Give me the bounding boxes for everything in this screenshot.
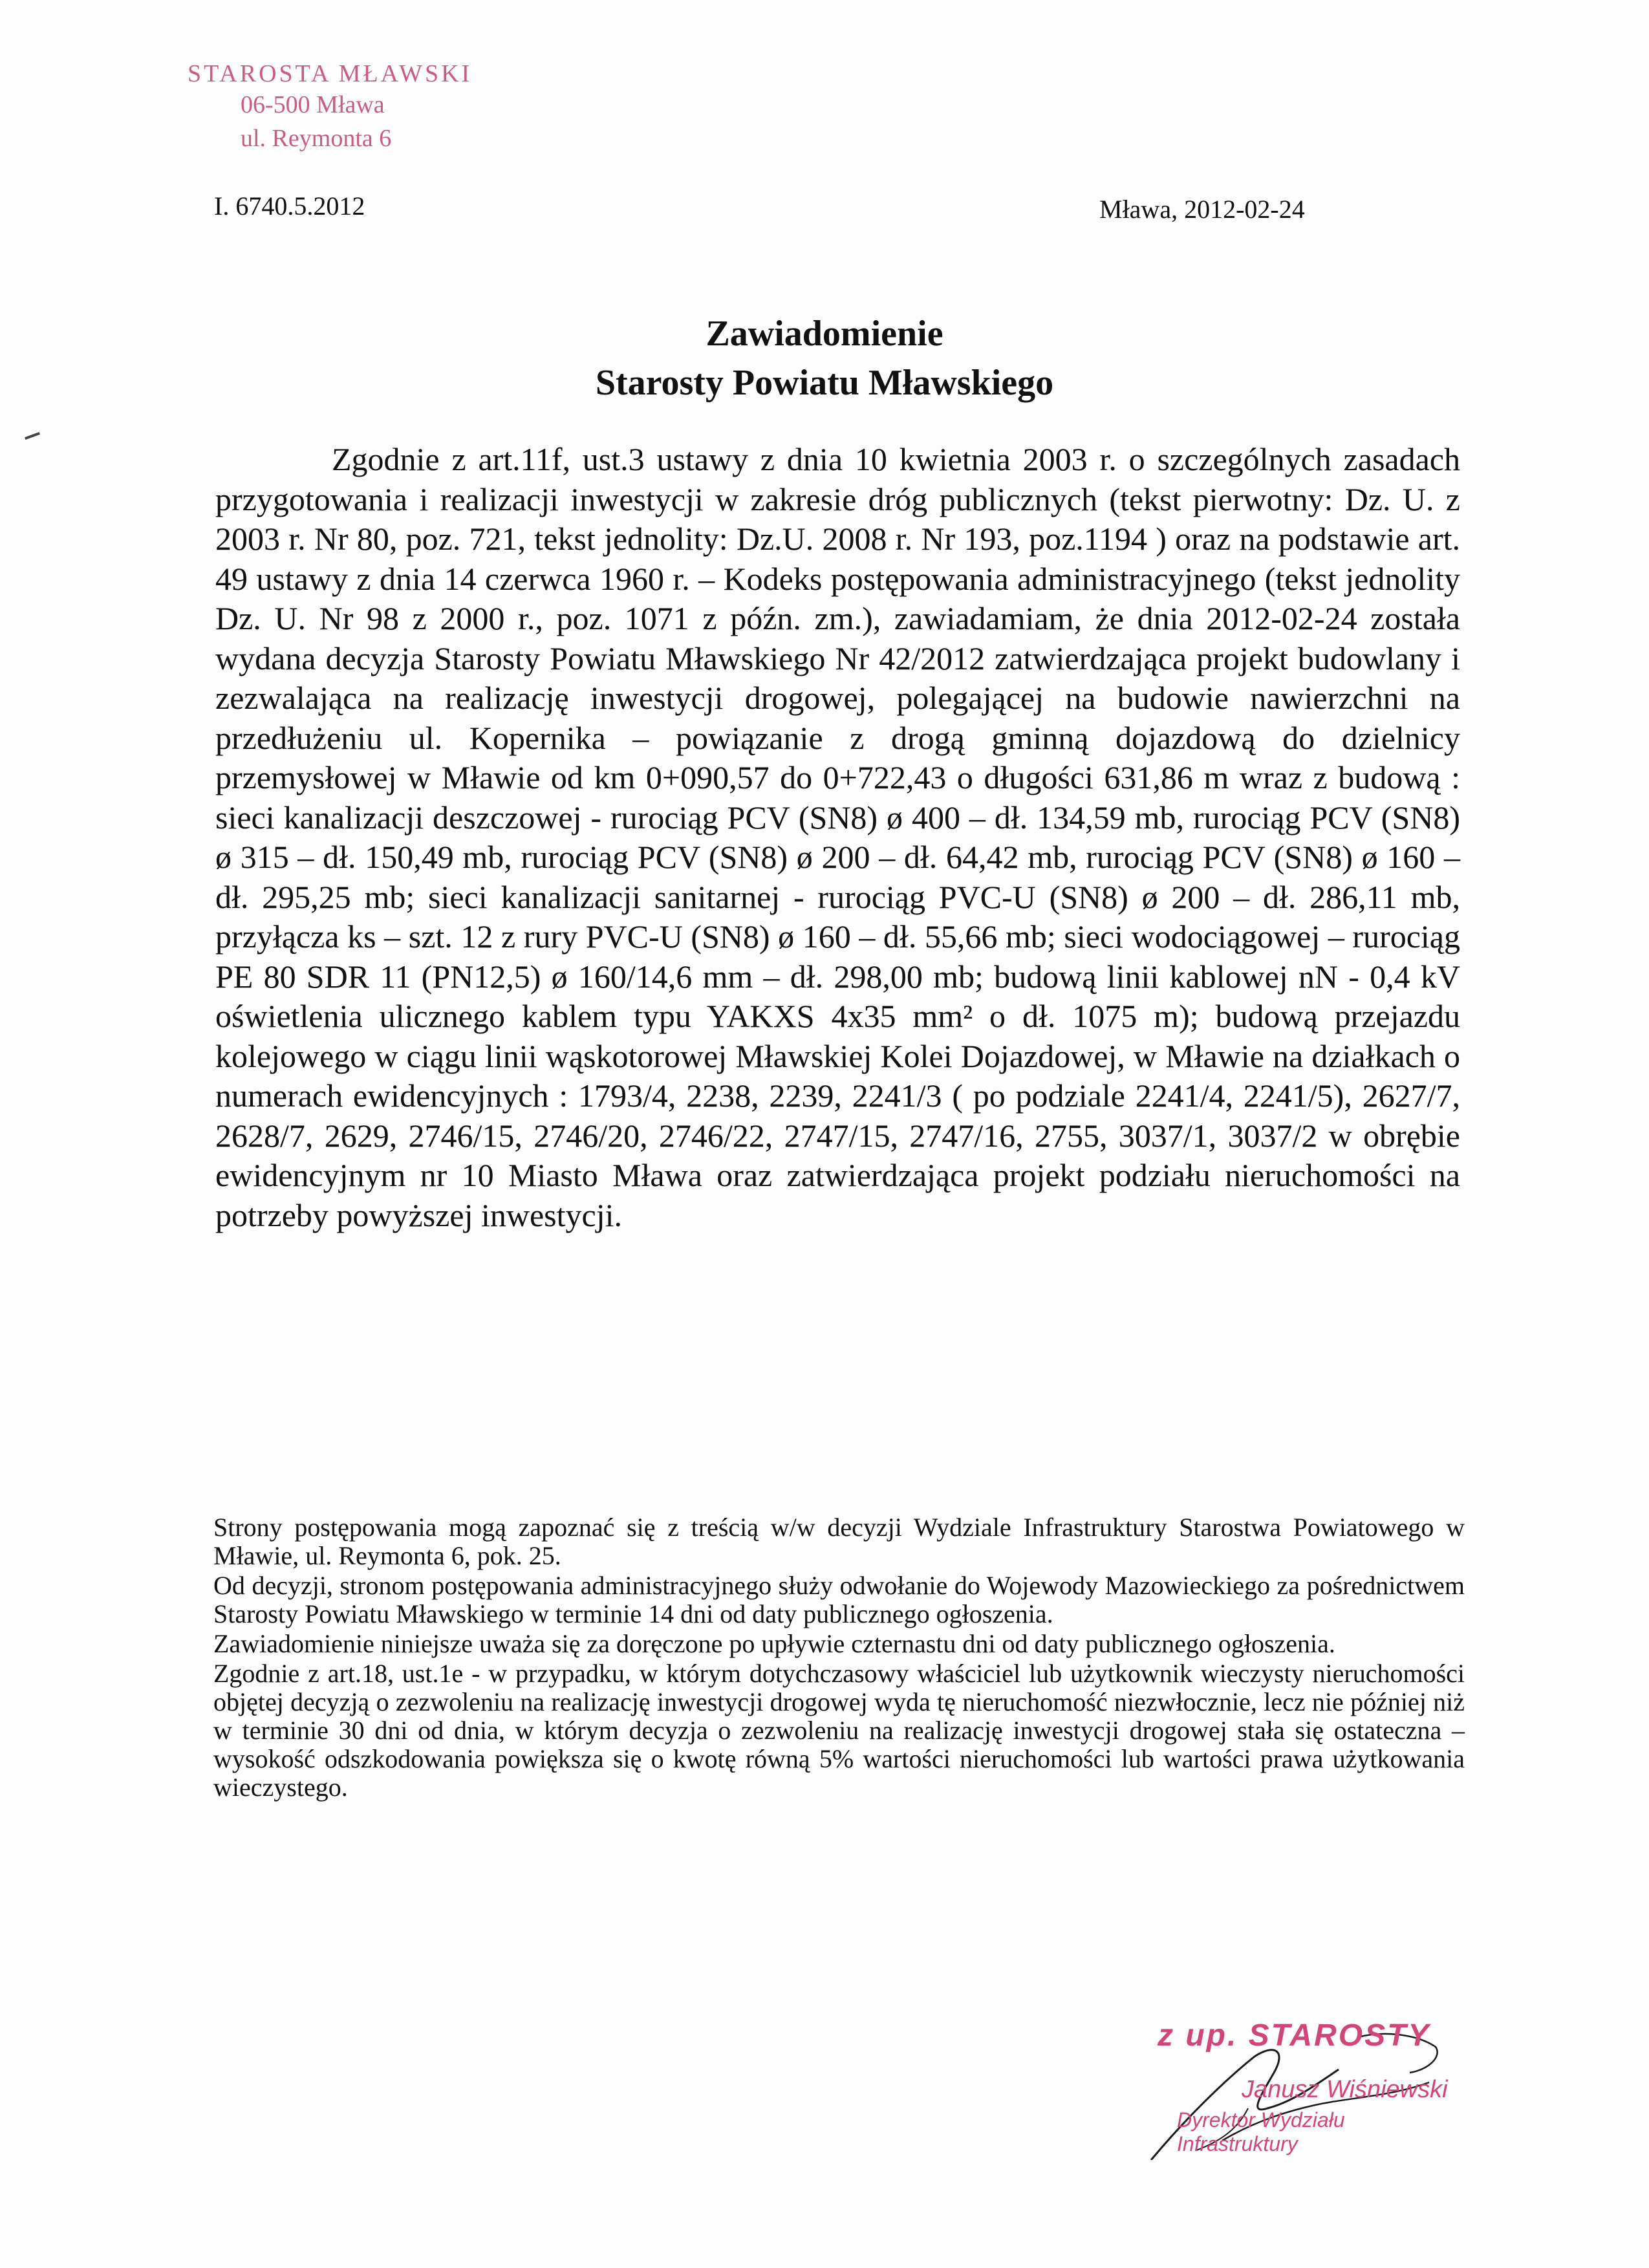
notes-section (213, 1513, 1465, 1802)
signature-name: Janusz Wiśniewski (1242, 2076, 1448, 2103)
scan-mark (25, 432, 40, 440)
note-paragraph: Od decyzji, stronom postępowania administracyjnego służy odwołanie do Wojewody Mazowieckiego za pośrednictwem Starosty Powiatu Mławskiego w terminie 14 dni od daty publicznego ogłoszenia. (213, 1571, 1465, 1628)
note-paragraph: Strony postępowania mogą zapoznać się z treścią w/w decyzji Wydziale Infrastruktury Starostwa Powiatowego w Mławie, ul. Reymonta 6, pok. 25. (213, 1513, 1465, 1570)
signature-authority: z up. STAROSTY (1158, 2018, 1431, 2053)
note-paragraph: Zgodnie z art.18, ust.1e - w przypadku, w którym dotychczasowy właściciel lub użytkownik wieczysty nieruchomości objętej decyzją o zezwoleniu na realizację inwestycji drogowej wyda tę nieruchomość niezwłocznie, lecz nie później niż w terminie 30 dni od dnia, w którym decyzja o zezwoleniu na realizację inwestycji drogowej stała się ostateczna – wysokość odszkodowania powiększa się o kwotę równą 5% wartości nieruchomości lub wartości prawa użytkowania wieczystego. (213, 1659, 1465, 1802)
header-stamp (188, 59, 524, 155)
title-line-1: Zawiadomienie (706, 314, 943, 354)
main-paragraph: Zgodnie z art.11f, ust.3 ustawy z dnia 10 kwietnia 2003 r. o szczególnych zasadach przygotowania i realizacji inwestycji w zakresie dróg publicznych (tekst pierwotny: Dz. U. z 2003 r. Nr 80, poz. 721, tekst jednolity: Dz.U. 2008 r. Nr 193, poz.1194 ) oraz na podstawie art. 49 ustawy z dnia 14 czerwca 1960 r. – Kodeks postępowania administracyjnego (tekst jednolity Dz. U. Nr 98 z 2000 r., poz. 1071 z późn. zm.), zawiadamiam, że dnia 2012-02-24 została wydana decyzja Starosty Powiatu Mławskiego Nr 42/2012 zatwierdzająca projekt budowlany i zezwalająca na realizację inwestycji drogowej, polegającej na budowie nawierzchni na przedłużeniu ul. Kopernika – powiązanie z drogą gminną dojazdową do dzielnicy przemysłowej w Mławie od km 0+090,57 do 0+722,43 o długości 631,86 m wraz z budową : sieci kanalizacji deszczowej - rurociąg PCV (SN8) ø 400 – dł. 134,59 mb, rurociąg PCV (SN8) ø 315 – dł. 150,49 mb, rurociąg PCV (SN8) ø 200 – dł. 64,42 mb, rurociąg PCV (SN8) ø 160 – dł. 295,25 mb; sieci kanalizacji sanitarnej - rurociąg PVC-U (SN8) ø 200 – dł. 286,11 mb, przyłącza ks – szt. 12 z rury PVC-U (SN8) ø 160 – dł. 55,66 mb; sieci wodociągowej – rurociąg PE 80 SDR 11 (PN12,5) ø 160/14,6 mm – dł. 298,00 mb; budową linii kablowej nN - 0,4 kV oświetlenia ulicznego kablem typu YAKXS 4x35 mm² o dł. 1075 m); budową przejazdu kolejowego w ciągu linii wąskotorowej Mławskiej Kolei Dojazdowej, w Mławie na działkach o numerach ewidencyjnych : 1793/4, 2238, 2239, 2241/3 ( po podziale 2241/4, 2241/5), 2627/7, 2628/7, 2629, 2746/15, 2746/20, 2746/22, 2747/15, 2747/16, 2755, 3037/1, 3037/2 w obrębie ewidencyjnym nr 10 Miasto Mława oraz zatwierdzająca projekt podziału nieruchomości na potrzeby powyższej inwestycji. (215, 441, 1460, 1233)
stamp-office-title: STAROSTA MŁAWSKI (188, 60, 473, 87)
place-date: Mława, 2012-02-24 (1099, 195, 1305, 224)
stamp-postal-line: 06-500 Mława (241, 91, 385, 118)
title-line-2: Starosty Powiatu Mławskiego (595, 363, 1054, 403)
signature-position: Dyrektor Wydziału Infrastruktury (1177, 2108, 1345, 2155)
stamp-street-line: ul. Reymonta 6 (241, 125, 392, 152)
reference-number: I. 6740.5.2012 (214, 191, 365, 221)
note-paragraph: Zawiadomienie niniejsze uważa się za doręczone po upływie czternastu dni od daty publicznego ogłoszenia. (213, 1629, 1335, 1658)
document-title (0, 309, 1649, 407)
signature-stamp (1125, 2011, 1449, 2160)
